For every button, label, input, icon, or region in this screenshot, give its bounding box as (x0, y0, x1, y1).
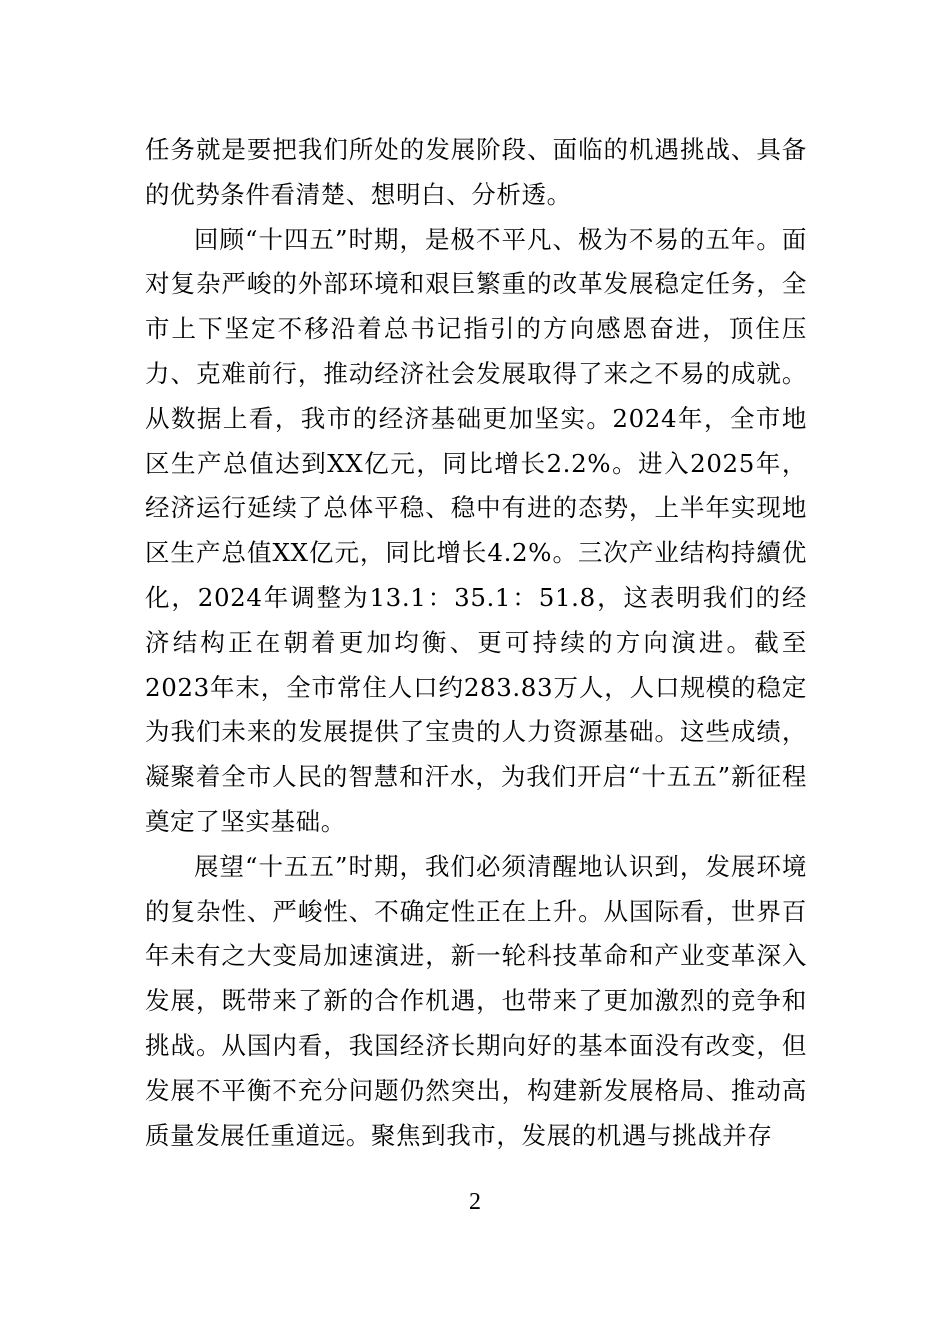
paragraph-2: 回顾“十四五”时期，是极不平凡、极为不易的五年。面对复杂严峻的外部环境和艰巨繁重的改革发展稳定任务，全市上下坚定不移沿着总书记指引的方向感恩奋进，顶住压力、克难前行，推动经济社会发展取得了来之不易的成就。从数据上看，我市的经济基础更加坚实。2024年，全市地区生产总值达到XX亿元，同比增长2.2%。进入2025年，经济运行延续了总体平稳、稳中有进的态势，上半年实现地区生产总值XX亿元，同比增长4.2%。三次产业结构持續优化，2024年调整为13.1：35.1：51.8，这表明我们的经济结构正在朝着更加均衡、更可持续的方向演进。截至2023年末，全市常住人口约283.83万人，人口规模的稳定为我们未来的发展提供了宝贵的人力资源基础。这些成绩，凝聚着全市人民的智慧和汗水，为我们开启“十五五”新征程奠定了坚实基础。 (145, 224, 807, 836)
page-number: 2 (469, 1189, 481, 1215)
paragraph-3: 展望“十五五”时期，我们必须清醒地认识到，发展环境的复杂性、严峻性、不确定性正在上升。从国际看，世界百年未有之大变局加速演进，新一轮科技革命和产业变革深入发展，既带来了新的合作机遇，也带来了更加激烈的竞争和挑战。从国内看，我国经济长期向好的基本面没有改变，但发展不平衡不充分问题仍然突出，构建新发展格局、推动高质量发展任重道远。聚焦到我市，发展的机遇与挑战并存 (145, 851, 807, 1150)
body-text (145, 128, 807, 1158)
paragraph-1: 任务就是要把我们所处的发展阶段、面临的机遇挑战、具备的优势条件看清楚、想明白、分析透。 (145, 135, 807, 209)
